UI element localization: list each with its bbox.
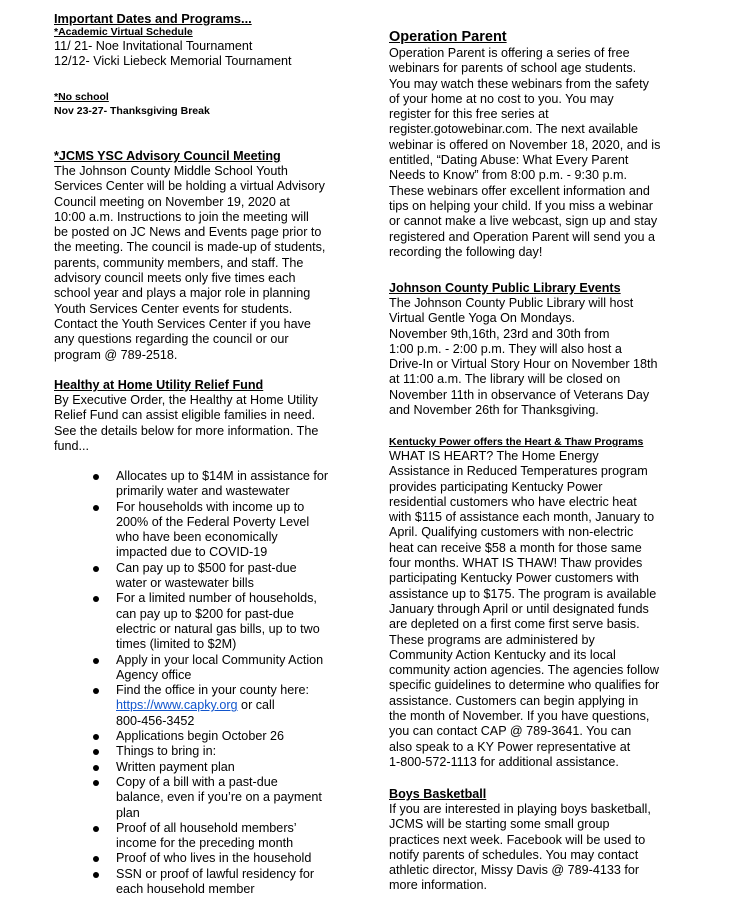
bullet-item: Proof of who lives in the household [54,851,374,866]
advisory-text-line: Council meeting on November 19, 2020 at [54,194,290,209]
bullet-item: Find the office in your county here: https://www.capky.org or call 800-456-3452 [54,683,374,729]
basketball-line: practices next week. Facebook will be used to [389,832,646,847]
operation-parent-line: webinar is offered on November 18, 2020, and is [389,137,661,152]
bullet-dot-icon [93,566,99,572]
utility-text-line: fund... [54,438,90,453]
operation-parent-line: register for this free series at [389,107,549,122]
bullet-item: Written payment plan [54,760,374,775]
operation-parent-line: These webinars offer excellent information and [389,183,650,198]
important-dates-section [54,11,292,70]
bullet-dot-icon [93,872,99,878]
bullet-dot-icon [93,596,99,602]
advisory-text-line: Services Center will be holding a virtual Advisory [54,179,325,194]
bullet-dot-icon [93,856,99,862]
kentucky-power-line: also speak to a KY Power representative at [389,739,631,754]
operation-parent-line: webinars for parents of school age students. [389,61,637,76]
library-section [389,281,709,418]
schedule-item: 11/ 21- Noe Invitational Tournament [54,39,253,53]
kentucky-power-line: are depleted on a first come first serve basis. [389,617,640,632]
academic-schedule-heading: *Academic Virtual Schedule [54,26,193,38]
operation-parent-section [389,28,709,260]
bullet-dot-icon [93,749,99,755]
operation-parent-heading: Operation Parent [389,29,507,45]
important-dates-title: Important Dates and Programs... [54,11,252,26]
kentucky-power-line: residential customers who have electric heat [389,494,637,509]
bullet-dot-icon [93,765,99,771]
basketball-line: more information. [389,878,487,893]
bullet-item: Applications begin October 26 [54,729,374,744]
library-line: The Johnson County Public Library will host [389,296,634,310]
kentucky-power-line: heat can receive $58 a month for those same [389,540,642,555]
basketball-heading: Boys Basketball [389,787,487,801]
operation-parent-line: tips on helping your child. If you miss a webinar [389,198,653,213]
utility-heading: Healthy at Home Utility Relief Fund [54,378,264,392]
bullet-dot-icon [93,474,99,480]
advisory-text-line: Contact the Youth Services Center if you have [54,316,311,331]
library-line: at 11:00 a.m. The library will be closed on [389,372,621,387]
bullet-item: Things to bring in: [54,744,374,759]
library-line: November 11th in observance of Veterans Day [389,387,650,402]
kentucky-power-line: community action agencies. The agencies follow [389,663,659,678]
bullet-dot-icon [93,505,99,511]
operation-parent-line: You may watch these webinars from the safety [389,76,649,91]
advisory-text-line: The Johnson County Middle School Youth [54,164,288,178]
library-line: 1:00 p.m. - 2:00 p.m. They will also host a [389,341,622,356]
bullet-dot-icon [93,658,99,664]
operation-parent-line: entitled, “Dating Abuse: What Every Parent [389,153,629,168]
basketball-section [389,787,709,894]
no-school-section [54,91,354,118]
operation-parent-line: recording the following day! [389,244,543,259]
bullet-item: Apply in your local Community Action Agency office [54,653,374,684]
advisory-text-line: program @ 789-2518. [54,347,178,362]
kentucky-power-line: These programs are administered by [389,632,595,647]
basketball-line: JCMS will be starting some small group [389,817,610,832]
bullet-item: Proof of all household members’ income for the preceding month [54,821,374,852]
kentucky-power-line: assistance up to $175. The program is available [389,586,657,601]
advisory-text-line: school year and plays a major role in planning [54,286,311,301]
operation-parent-line: registered and Operation Parent will send you a [389,229,656,244]
basketball-line: athletic director, Missy Davis @ 789-4133 for [389,863,640,878]
library-heading: Johnson County Public Library Events [389,281,621,295]
bullet-item: Allocates up to $14M in assistance for primarily water and wastewater [54,469,374,500]
operation-parent-line: Needs to Know” from 8:00 p.m. - 9:30 p.m. [389,168,627,183]
advisory-text-line: advisory council meets only five times each [54,271,296,286]
phone-number: 800-456-3452 [116,713,195,728]
kentucky-power-line: Assistance in Reduced Temperatures program [389,464,648,479]
library-line: Virtual Gentle Yoga On Mondays. [389,311,575,326]
kentucky-power-line: provides participating Kentucky Power [389,479,603,494]
advisory-text-line: any questions regarding the council or our [54,332,289,347]
utility-relief-section [54,378,354,454]
advisory-text-line: 10:00 a.m. Instructions to join the meeting will [54,209,309,224]
advisory-council-section [54,149,354,363]
kentucky-power-line: Community Action Kentucky and its local [389,647,616,662]
advisory-text-line: parents, community members, and staff. The [54,255,304,270]
advisory-text-line: be posted on JC News and Events page prior to [54,225,322,240]
capky-link[interactable]: https://www.capky.org [116,698,238,713]
utility-text-line: See the details below for more information. The [54,423,319,438]
kentucky-power-line: you can contact CAP @ 789-3641. You can [389,724,632,739]
bullet-item: Copy of a bill with a past-due balance, even if you’re on a payment plan [54,775,374,821]
bullet-dot-icon [93,826,99,832]
schedule-item: 12/12- Vicki Liebeck Memorial Tournament [54,54,292,69]
basketball-line: notify parents of schedules. You may contact [389,847,639,862]
utility-bullet-list [54,469,374,897]
no-school-heading: *No school [54,91,109,103]
kentucky-power-line: the month of November. If you have questions, [389,709,650,724]
library-line: November 9th,16th, 23rd and 30th from [389,326,610,341]
library-line: and November 26th for Thanksgiving. [389,403,599,418]
operation-parent-line: register.gotowebinar.com. The next available [389,122,638,137]
kentucky-power-line: participating Kentucky Power customers with [389,571,639,586]
utility-text-line: Relief Fund can assist eligible families in need. [54,408,316,423]
operation-parent-line: Operation Parent is offering a series of free [389,46,630,60]
kentucky-power-line: 1-800-572-1113 for additional assistance. [389,754,619,769]
kentucky-power-line: assistance. Customers can begin applying in [389,693,639,708]
kentucky-power-line: with $115 of assistance each month, January to [389,510,655,525]
kentucky-power-heading: Kentucky Power offers the Heart & Thaw Programs [389,436,644,448]
advisory-text-line: Youth Services Center events for students. [54,301,293,316]
bullet-item: For households with income up to 200% of the Federal Poverty Level who have been economically impacted due to COVID-19 [54,500,374,561]
bullet-item: Can pay up to $500 for past-due water or wastewater bills [54,561,374,592]
library-line: Drive-In or Virtual Story Hour on November 18th [389,357,658,372]
bullet-item: SSN or proof of lawful residency for each household member [54,867,374,898]
bullet-item: For a limited number of households, can pay up to $200 for past-due electric or natural gas bills, up to two times (limited to $2M) [54,591,374,652]
kentucky-power-line: WHAT IS HEART? The Home Energy [389,449,599,463]
operation-parent-line: of your home at no cost to you. You may [389,91,614,106]
link-suffix: or call [237,698,275,713]
kentucky-power-line: four months. WHAT IS THAW! Thaw provides [389,556,643,571]
bullet-dot-icon [93,688,99,694]
basketball-line: If you are interested in playing boys basketball, [389,802,651,816]
bullet-dot-icon [93,780,99,786]
advisory-text-line: the meeting. The council is made-up of students, [54,240,326,255]
advisory-heading: *JCMS YSC Advisory Council Meeting [54,149,281,163]
bullet-dot-icon [93,734,99,740]
kentucky-power-line: January through April or until designated funds [389,601,649,616]
kentucky-power-line: specific guidelines to determine who qualifies for [389,678,660,693]
kentucky-power-line: April. Qualifying customers with non-electric [389,525,634,540]
no-school-text: Nov 23-27- Thanksgiving Break [54,105,210,117]
kentucky-power-section [389,435,709,770]
utility-text-line: By Executive Order, the Healthy at Home Utility [54,393,318,407]
operation-parent-line: or cannot make a live webcast, sign up and stay [389,214,658,229]
